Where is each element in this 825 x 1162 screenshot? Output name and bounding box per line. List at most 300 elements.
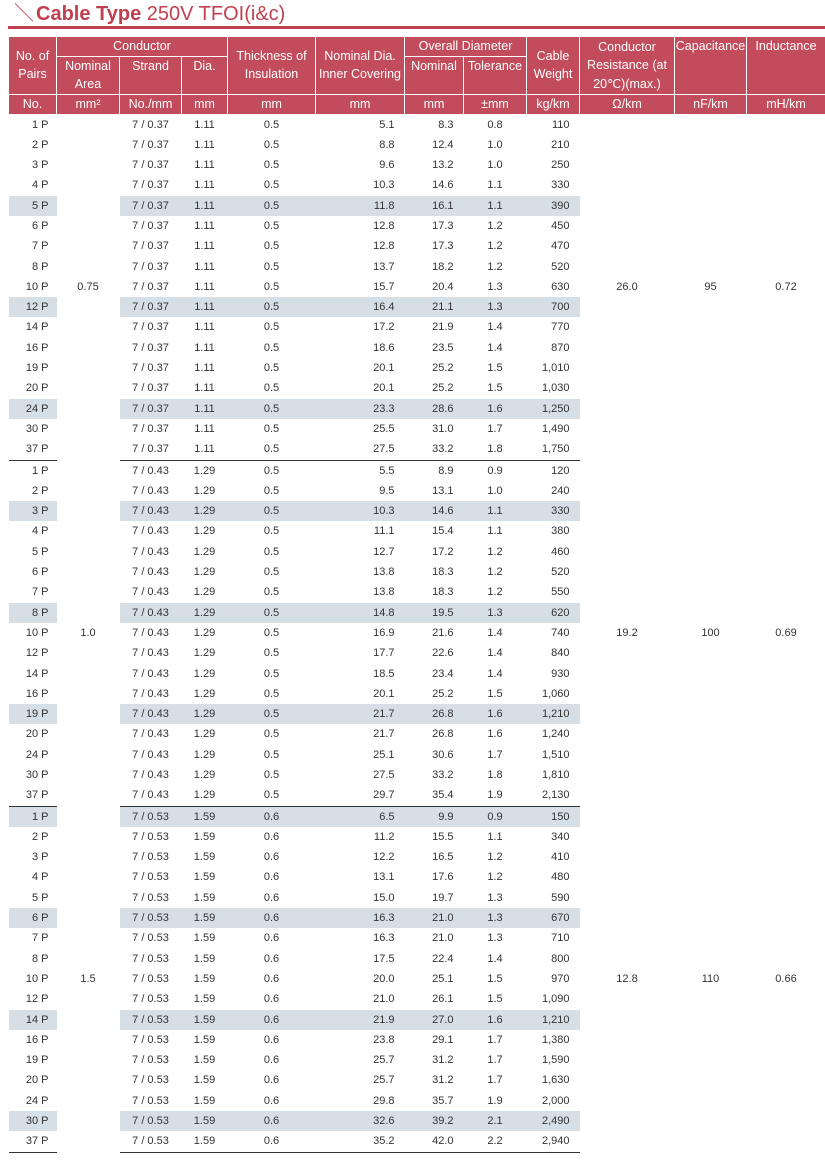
cell-inner-covering: 27.5 — [316, 439, 405, 460]
cell-od-tolerance: 1.7 — [487, 1054, 503, 1067]
cell-inner-covering: 12.8 — [373, 219, 395, 232]
cell-capacitance: 110 — [675, 806, 747, 1152]
cell-resistance: 26.0 — [580, 114, 675, 460]
cell-strand: 7 / 0.37 — [132, 341, 169, 354]
cell-cable-weight: 670 — [527, 908, 580, 928]
header-thickness: Thickness of Insulation — [228, 37, 316, 95]
cell-od-nominal: 35.4 — [405, 785, 464, 806]
cell-strand: 7 / 0.37 — [132, 382, 169, 395]
cell-dia: 1.11 — [194, 260, 215, 273]
cell-strand: 7 / 0.53 — [120, 806, 182, 827]
cell-od-nominal: 26.8 — [432, 728, 454, 741]
cell-pairs: 8 P — [31, 260, 49, 273]
cell-insulation: 0.6 — [263, 1094, 280, 1107]
cell-od-tolerance: 1.7 — [487, 422, 503, 435]
cell-od-nominal: 18.3 — [432, 566, 454, 579]
cell-od-tolerance: 1.0 — [487, 138, 503, 151]
cell-pairs: 14 P — [25, 667, 49, 680]
cell-cable-weight: 1,060 — [541, 687, 570, 700]
cell-od-tolerance: 1.5 — [487, 972, 503, 985]
cell-pairs: 7 P — [31, 932, 49, 945]
cell-pairs: 12 P — [25, 647, 49, 660]
cell-pairs: 8 P — [31, 952, 49, 965]
cell-pairs: 1 P — [31, 464, 49, 477]
header-cable-weight: Cable Weight — [527, 37, 580, 95]
cell-inner-covering: 27.5 — [373, 769, 395, 781]
cell-cable-weight: 1,030 — [541, 382, 570, 395]
cell-od-tolerance: 1.5 — [487, 362, 503, 375]
cell-strand: 7 / 0.53 — [132, 871, 169, 884]
cell-cable-weight: 930 — [551, 667, 570, 680]
cell-od-nominal: 16.5 — [432, 851, 454, 864]
cell-insulation: 0.5 — [263, 667, 280, 680]
cell-insulation: 0.5 — [228, 501, 316, 521]
cell-inner-covering: 20.1 — [373, 382, 395, 395]
cell-pairs: 30 P — [25, 769, 49, 781]
cell-pairs: 1 P — [31, 118, 49, 131]
cell-dia: 1.11 — [194, 382, 215, 395]
cell-strand: 7 / 0.53 — [132, 993, 169, 1006]
cell-strand: 7 / 0.43 — [132, 525, 169, 538]
cell-od-tolerance: 0.9 — [487, 464, 503, 477]
cell-cable-weight: 700 — [527, 297, 580, 317]
cell-strand: 7 / 0.43 — [120, 603, 182, 623]
cell-od-tolerance: 1.2 — [487, 260, 503, 273]
cell-od-tolerance: 1.5 — [487, 687, 503, 700]
cell-dia: 1.59 — [193, 830, 216, 843]
cell-insulation: 0.5 — [228, 785, 316, 806]
cell-od-nominal: 33.2 — [432, 769, 454, 781]
cell-od-nominal: 12.4 — [432, 138, 454, 151]
cell-pairs: 12 P — [9, 297, 57, 317]
unit-cell: ±mm — [464, 94, 527, 114]
cell-dia: 1.29 — [193, 545, 216, 558]
cell-insulation: 0.5 — [263, 362, 280, 375]
cell-od-tolerance: 1.4 — [487, 647, 503, 660]
cell-od-tolerance: 1.2 — [487, 545, 503, 558]
cell-inner-covering: 11.1 — [373, 525, 395, 538]
cell-od-tolerance: 1.2 — [487, 219, 503, 232]
cell-inner-covering: 17.7 — [373, 647, 395, 660]
cell-cable-weight: 470 — [551, 240, 570, 253]
cell-inner-covering: 17.2 — [373, 321, 395, 334]
cell-dia: 1.11 — [194, 422, 215, 435]
cell-dia: 1.59 — [193, 1094, 216, 1107]
title-slash: ＼ — [14, 3, 34, 25]
cell-cable-weight: 1,250 — [527, 399, 580, 419]
table-row — [9, 114, 825, 135]
cell-od-nominal: 18.2 — [432, 260, 454, 273]
cell-dia: 1.11 — [182, 196, 228, 216]
cell-cable-weight: 550 — [551, 586, 570, 599]
cell-dia: 1.29 — [193, 484, 216, 497]
cell-insulation: 0.6 — [228, 1111, 316, 1131]
cell-od-tolerance: 1.3 — [464, 908, 527, 928]
cell-strand: 7 / 0.53 — [132, 952, 169, 965]
cell-dia: 1.11 — [194, 138, 215, 151]
cell-strand: 7 / 0.53 — [120, 1131, 182, 1152]
cell-dia: 1.11 — [182, 399, 228, 419]
cell-cable-weight: 1,090 — [541, 993, 570, 1006]
cell-od-nominal: 31.2 — [432, 1054, 454, 1067]
cell-od-nominal: 21.1 — [405, 297, 464, 317]
cell-insulation: 0.5 — [228, 196, 316, 216]
cell-dia: 1.59 — [193, 851, 216, 864]
cell-od-nominal: 17.6 — [432, 871, 454, 884]
cell-nominal-area: 1.0 — [57, 460, 120, 806]
cell-insulation: 0.5 — [263, 280, 280, 293]
cell-od-tolerance: 1.1 — [487, 179, 503, 192]
unit-cell: mm — [405, 94, 464, 114]
cell-od-tolerance: 1.5 — [487, 993, 503, 1006]
cell-pairs: 30 P — [25, 422, 49, 435]
cell-cable-weight: 150 — [527, 806, 580, 827]
cell-strand: 7 / 0.37 — [132, 422, 169, 435]
cell-inner-covering: 12.2 — [373, 851, 395, 864]
cell-od-nominal: 33.2 — [405, 439, 464, 460]
cell-pairs: 19 P — [9, 704, 57, 724]
cell-insulation: 0.5 — [263, 586, 280, 599]
cell-strand: 7 / 0.37 — [132, 321, 169, 334]
cell-dia: 1.11 — [194, 341, 215, 354]
cell-strand: 7 / 0.53 — [132, 1054, 169, 1067]
cell-pairs: 2 P — [31, 484, 49, 497]
cell-insulation: 0.5 — [263, 525, 280, 538]
cell-inner-covering: 9.5 — [379, 484, 395, 497]
cell-dia: 1.59 — [182, 1131, 228, 1152]
cell-od-tolerance: 1.1 — [464, 501, 527, 521]
cell-dia: 1.11 — [194, 219, 215, 232]
cell-cable-weight: 390 — [527, 196, 580, 216]
cell-od-nominal: 27.0 — [405, 1010, 464, 1030]
cell-inner-covering: 5.5 — [379, 464, 395, 477]
cell-strand: 7 / 0.53 — [120, 1111, 182, 1131]
cell-od-tolerance: 1.4 — [487, 321, 503, 334]
cell-cable-weight: 340 — [551, 830, 570, 843]
cell-dia: 1.29 — [182, 785, 228, 806]
cell-pairs: 6 P — [31, 566, 49, 579]
cell-inductance: 0.69 — [747, 460, 825, 806]
unit-cell: kg/km — [527, 94, 580, 114]
cell-dia: 1.59 — [182, 1010, 228, 1030]
cell-od-tolerance: 1.3 — [487, 932, 503, 945]
cell-strand: 7 / 0.53 — [132, 830, 169, 843]
cell-pairs: 6 P — [9, 908, 57, 928]
cell-pairs: 10 P — [25, 972, 49, 985]
cell-od-tolerance: 1.6 — [464, 399, 527, 419]
cell-dia: 1.59 — [193, 972, 216, 985]
unit-cell: mm — [316, 94, 405, 114]
cell-od-nominal: 25.2 — [432, 362, 454, 375]
cell-dia: 1.59 — [193, 1054, 216, 1067]
unit-cell: Ω/km — [580, 94, 675, 114]
cell-od-nominal: 21.9 — [432, 321, 454, 334]
cell-insulation: 0.5 — [228, 603, 316, 623]
cell-strand: 7 / 0.43 — [132, 626, 169, 639]
cell-od-nominal: 17.3 — [432, 240, 454, 253]
cell-cable-weight: 1,630 — [541, 1074, 570, 1087]
cell-strand: 7 / 0.37 — [132, 118, 169, 131]
cell-insulation: 0.6 — [263, 993, 280, 1006]
header-no-of-pairs: No. of Pairs — [9, 37, 57, 95]
cell-pairs: 37 P — [9, 439, 57, 460]
cell-insulation: 0.6 — [228, 806, 316, 827]
cell-inner-covering: 15.7 — [373, 280, 395, 293]
cell-cable-weight: 1,210 — [527, 704, 580, 724]
cell-cable-weight: 380 — [551, 525, 570, 538]
cell-pairs: 7 P — [31, 240, 49, 253]
cell-pairs: 12 P — [25, 993, 49, 1006]
cell-pairs: 7 P — [31, 586, 49, 599]
cell-strand: 7 / 0.43 — [132, 728, 169, 741]
cell-insulation: 0.5 — [263, 748, 280, 761]
cell-od-nominal: 13.2 — [432, 159, 454, 172]
cell-dia: 1.29 — [193, 464, 216, 477]
cell-od-nominal: 15.4 — [432, 525, 454, 538]
cell-od-tolerance: 1.9 — [464, 785, 527, 806]
cell-pairs: 24 P — [25, 748, 49, 761]
cell-insulation: 0.6 — [263, 1074, 280, 1087]
cell-nominal-area: 0.75 — [57, 114, 120, 460]
cell-insulation: 0.6 — [263, 830, 280, 843]
cell-insulation: 0.5 — [263, 566, 280, 579]
cell-od-nominal: 28.6 — [405, 399, 464, 419]
cell-dia: 1.11 — [194, 321, 215, 334]
cell-cable-weight: 2,130 — [527, 785, 580, 806]
cell-insulation: 0.5 — [263, 118, 280, 131]
cell-dia: 1.29 — [182, 603, 228, 623]
header-od-tolerance: Tolerance — [464, 56, 527, 94]
cell-cable-weight: 450 — [551, 219, 570, 232]
cell-pairs: 10 P — [25, 626, 49, 639]
cell-pairs: 37 P — [9, 785, 57, 806]
cell-insulation: 0.5 — [263, 341, 280, 354]
cell-inner-covering: 18.6 — [373, 341, 395, 354]
cell-cable-weight: 480 — [551, 871, 570, 884]
cell-inner-covering: 20.1 — [373, 687, 395, 700]
cell-inner-covering: 12.8 — [373, 240, 395, 253]
cell-insulation: 0.6 — [263, 972, 280, 985]
cell-dia: 1.59 — [193, 932, 216, 945]
cell-od-tolerance: 1.1 — [464, 196, 527, 216]
cell-inner-covering: 21.7 — [316, 704, 405, 724]
cell-inner-covering: 25.5 — [373, 422, 395, 435]
cell-inner-covering: 21.0 — [373, 993, 395, 1006]
cell-inner-covering: 9.6 — [379, 159, 395, 172]
cell-od-tolerance: 1.2 — [487, 586, 503, 599]
cell-strand: 7 / 0.43 — [120, 785, 182, 806]
header-nominal-dia: Nominal Dia. Inner Covering — [316, 37, 405, 95]
cell-od-tolerance: 1.4 — [487, 952, 503, 965]
cell-pairs: 5 P — [31, 891, 49, 904]
cell-insulation: 0.5 — [263, 240, 280, 253]
cell-strand: 7 / 0.37 — [132, 362, 169, 375]
cell-pairs: 5 P — [31, 545, 49, 558]
cell-strand: 7 / 0.43 — [132, 464, 169, 477]
cell-od-tolerance: 0.9 — [464, 806, 527, 827]
cell-od-nominal: 15.5 — [432, 830, 454, 843]
cell-od-nominal: 14.6 — [432, 179, 454, 192]
cell-dia: 1.59 — [193, 993, 216, 1006]
cell-pairs: 16 P — [25, 341, 49, 354]
cell-od-nominal: 17.3 — [432, 219, 454, 232]
cell-insulation: 0.6 — [263, 891, 280, 904]
cell-od-tolerance: 1.4 — [487, 667, 503, 680]
cell-inner-covering: 10.3 — [316, 501, 405, 521]
cell-insulation: 0.5 — [263, 626, 280, 639]
header-dia: Dia. — [182, 56, 228, 94]
cell-od-tolerance: 1.0 — [487, 484, 503, 497]
cell-insulation: 0.6 — [263, 1033, 280, 1046]
cell-strand: 7 / 0.53 — [132, 1033, 169, 1046]
cell-cable-weight: 1,240 — [541, 728, 570, 741]
cell-insulation: 0.5 — [263, 769, 280, 781]
cell-pairs: 4 P — [31, 525, 49, 538]
cell-od-nominal: 21.0 — [405, 908, 464, 928]
cell-dia: 1.59 — [193, 952, 216, 965]
cell-od-tolerance: 1.7 — [487, 1033, 503, 1046]
cell-cable-weight: 1,590 — [541, 1054, 570, 1067]
cell-insulation: 0.5 — [263, 687, 280, 700]
cell-od-tolerance: 0.8 — [487, 118, 503, 131]
cell-inner-covering: 13.8 — [373, 586, 395, 599]
cell-strand: 7 / 0.37 — [132, 219, 169, 232]
unit-row — [9, 94, 825, 114]
cell-dia: 1.11 — [194, 240, 215, 253]
cell-strand: 7 / 0.53 — [132, 891, 169, 904]
cell-cable-weight: 250 — [551, 159, 570, 172]
cell-strand: 7 / 0.43 — [132, 484, 169, 497]
cell-insulation: 0.5 — [228, 439, 316, 460]
cell-od-nominal: 19.5 — [405, 603, 464, 623]
cell-pairs: 4 P — [31, 871, 49, 884]
cell-insulation: 0.5 — [263, 260, 280, 273]
cell-dia: 1.11 — [182, 439, 228, 460]
cell-cable-weight: 840 — [551, 647, 570, 660]
cell-od-tolerance: 1.2 — [487, 871, 503, 884]
cell-od-nominal: 13.1 — [432, 484, 454, 497]
cell-od-nominal: 26.1 — [432, 993, 454, 1006]
cell-od-tolerance: 1.7 — [487, 1074, 503, 1087]
cell-od-nominal: 25.2 — [432, 687, 454, 700]
cell-od-nominal: 35.7 — [432, 1094, 454, 1107]
cell-od-tolerance: 1.5 — [487, 382, 503, 395]
cell-od-nominal: 23.5 — [432, 341, 454, 354]
cell-insulation: 0.5 — [263, 484, 280, 497]
cell-inner-covering: 25.7 — [373, 1054, 395, 1067]
cell-insulation: 0.5 — [263, 728, 280, 741]
header-overall-diameter: Overall Diameter — [405, 37, 527, 57]
cell-pairs: 4 P — [31, 179, 49, 192]
cell-cable-weight: 410 — [551, 851, 570, 864]
cell-od-tolerance: 1.4 — [487, 626, 503, 639]
cell-dia: 1.29 — [182, 501, 228, 521]
cell-cable-weight: 120 — [551, 464, 570, 477]
cell-od-tolerance: 1.0 — [487, 159, 503, 172]
cell-strand: 7 / 0.43 — [132, 586, 169, 599]
cell-resistance: 19.2 — [580, 460, 675, 806]
cell-strand: 7 / 0.43 — [120, 501, 182, 521]
cell-insulation: 0.5 — [263, 647, 280, 660]
cell-insulation: 0.5 — [263, 545, 280, 558]
cell-od-tolerance: 1.8 — [464, 439, 527, 460]
cell-od-tolerance: 1.2 — [487, 240, 503, 253]
cell-inner-covering: 35.2 — [316, 1131, 405, 1152]
cell-cable-weight: 2,000 — [541, 1094, 570, 1107]
cell-od-tolerance: 2.2 — [464, 1131, 527, 1152]
page-header — [8, 0, 825, 30]
header-nominal-area: Nominal Area — [57, 56, 120, 94]
cell-inner-covering: 6.5 — [316, 806, 405, 827]
cell-cable-weight: 1,750 — [527, 439, 580, 460]
cell-cable-weight: 710 — [551, 932, 570, 945]
cell-od-nominal: 19.7 — [432, 891, 454, 904]
cell-strand: 7 / 0.53 — [120, 1010, 182, 1030]
cell-strand: 7 / 0.37 — [132, 240, 169, 253]
cell-inner-covering: 18.5 — [373, 667, 395, 680]
cell-strand: 7 / 0.37 — [132, 280, 169, 293]
cell-dia: 1.59 — [193, 891, 216, 904]
cell-od-nominal: 29.1 — [432, 1033, 454, 1046]
cell-inner-covering: 17.5 — [373, 952, 395, 965]
cell-inner-covering: 5.1 — [379, 118, 395, 131]
cell-inner-covering: 23.8 — [373, 1033, 395, 1046]
cell-inner-covering: 25.1 — [373, 748, 395, 761]
unit-cell: mm — [228, 94, 316, 114]
cell-capacitance: 95 — [675, 114, 747, 460]
cell-dia: 1.11 — [194, 362, 215, 375]
cell-inner-covering: 11.2 — [373, 830, 395, 843]
cell-dia: 1.59 — [193, 1033, 216, 1046]
cell-insulation: 0.6 — [263, 871, 280, 884]
header-od-nominal: Nominal — [405, 56, 464, 94]
cell-inner-covering: 29.7 — [316, 785, 405, 806]
cell-strand: 7 / 0.37 — [120, 439, 182, 460]
cell-inner-covering: 16.4 — [316, 297, 405, 317]
cell-cable-weight: 110 — [551, 118, 570, 131]
cell-pairs: 3 P — [9, 501, 57, 521]
cell-od-tolerance: 1.2 — [487, 566, 503, 579]
cell-insulation: 0.5 — [263, 179, 280, 192]
cell-od-tolerance: 1.4 — [487, 341, 503, 354]
cell-cable-weight: 1,810 — [541, 769, 570, 781]
cell-pairs: 19 P — [25, 362, 49, 375]
cell-insulation: 0.5 — [228, 399, 316, 419]
header-resistance: Conductor Resistance (at 20℃)(max.) — [580, 37, 675, 95]
cell-od-tolerance: 1.1 — [487, 830, 503, 843]
cell-capacitance: 100 — [675, 460, 747, 806]
cell-od-tolerance: 1.7 — [487, 748, 503, 761]
cell-dia: 1.29 — [193, 769, 216, 781]
cell-pairs: 16 P — [25, 1033, 49, 1046]
cell-cable-weight: 520 — [551, 260, 570, 273]
cell-strand: 7 / 0.37 — [120, 297, 182, 317]
cell-pairs: 5 P — [9, 196, 57, 216]
cell-strand: 7 / 0.37 — [132, 179, 169, 192]
cell-inner-covering: 25.7 — [373, 1074, 395, 1087]
cell-insulation: 0.5 — [263, 321, 280, 334]
table-row — [9, 460, 825, 481]
cell-strand: 7 / 0.37 — [120, 399, 182, 419]
cell-pairs: 20 P — [25, 1074, 49, 1087]
cell-pairs: 24 P — [9, 399, 57, 419]
unit-cell: mH/km — [747, 94, 825, 114]
cell-od-nominal: 23.4 — [432, 667, 454, 680]
cell-od-nominal: 17.2 — [432, 545, 454, 558]
header-conductor: Conductor — [57, 37, 228, 57]
cell-insulation: 0.6 — [228, 1131, 316, 1152]
cell-dia: 1.11 — [182, 297, 228, 317]
